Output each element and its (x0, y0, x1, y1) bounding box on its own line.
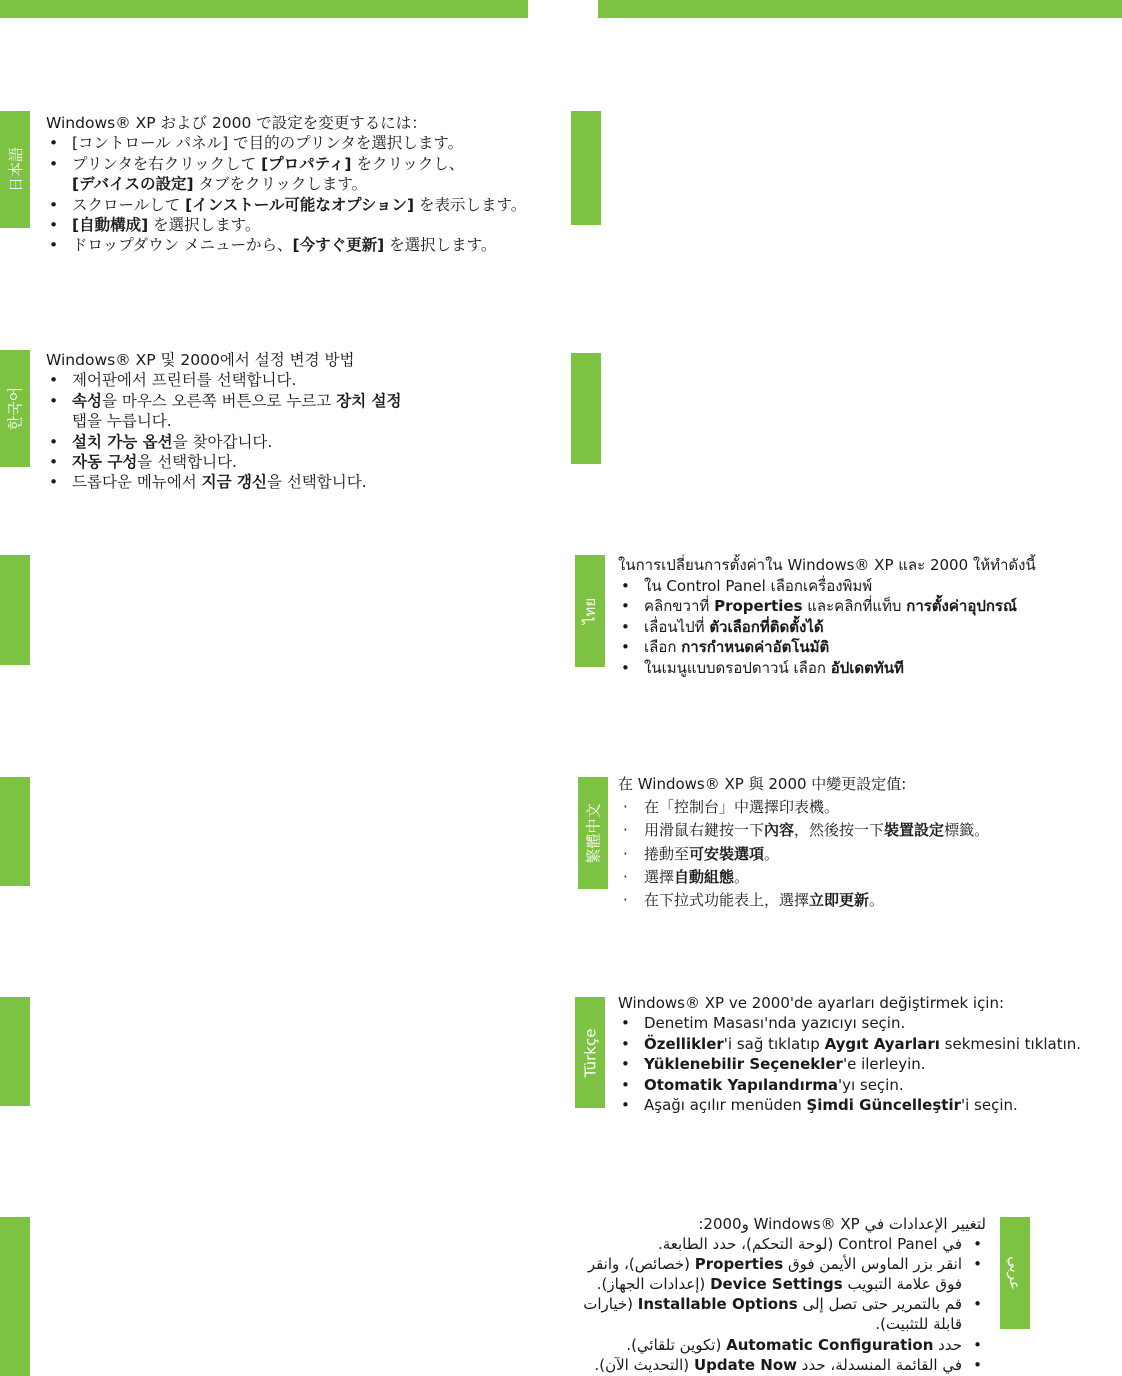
section-turkish (618, 993, 1108, 1115)
top-bar-left (0, 0, 528, 18)
step-item: • Denetim Masası'nda yazıcıyı seçin. (618, 1013, 1108, 1033)
step-item: • ในเมนูแบบดรอปดาวน์ เลือก อัปเดตทันที (618, 658, 1098, 679)
tab-empty-left-4 (0, 1217, 30, 1376)
step-item: • 속성을 마우스 오른쪽 버튼으로 누르고 장치 설정 탭을 누릅니다. (46, 391, 486, 432)
step-item: • คลิกขวาที่ Properties และคลิกที่แท็บ การตั้งค่าอุปกรณ์ (618, 596, 1098, 617)
step-item: • プリンタを右クリックして [プロパティ] をクリックし、 [デバイスの設定] タブをクリックします。 (46, 154, 536, 195)
section-intro: Windows® XP 및 2000에서 설정 변경 방법 (46, 351, 355, 369)
step-item: • Otomatik Yapılandırma'yı seçin. (618, 1075, 1108, 1095)
step-item: • في Control Panel (لوحة التحكم)، حدد الطابعة. (560, 1234, 986, 1254)
step-list (618, 576, 1098, 679)
step-item: • ドロップダウン メニューから、[今すぐ更新] を選択します。 (46, 235, 536, 255)
step-list (46, 133, 536, 255)
tab-arabic (1000, 1217, 1030, 1329)
step-item: • ใน Control Panel เลือกเครื่องพิมพ์ (618, 576, 1098, 597)
tab-japanese-label: 日本語 (6, 146, 25, 193)
step-item: • [自動構成] を選択します。 (46, 215, 536, 235)
top-bar-right (598, 0, 1122, 18)
tab-japanese (0, 111, 30, 228)
step-item: • Yüklenebilir Seçenekler'e ilerleyin. (618, 1054, 1108, 1074)
step-item: • เลือก การกำหนดค่าอัตโนมัติ (618, 637, 1098, 658)
step-item: • انقر بزر الماوس الأيمن فوق Properties (خصائص)، وانقر فوق علامة التبويب Device Settings (إعدادات الجهاز). (560, 1254, 986, 1294)
step-item: • スクロールして [インストール可能なオプション] を表示します。 (46, 195, 536, 215)
step-item: • 드롭다운 메뉴에서 지금 갱신을 선택합니다. (46, 472, 486, 492)
tab-traditional-chinese-label: 繁體中文 (584, 802, 603, 864)
step-item: · 用滑鼠右鍵按一下內容，然後按一下裝置設定標籤。 (618, 819, 1098, 842)
section-japanese (46, 113, 536, 256)
step-item: · 捲動至可安裝選項。 (618, 843, 1098, 866)
step-item: • Özellikler'i sağ tıklatıp Aygıt Ayarları sekmesini tıklatın. (618, 1034, 1108, 1054)
step-list (618, 796, 1098, 912)
section-thai (618, 555, 1098, 679)
tab-empty-left-3 (0, 997, 30, 1106)
step-item: • في القائمة المنسدلة، حدد Update Now (التحديث الآن). (560, 1355, 986, 1375)
tab-arabic-label: عربي (1006, 1256, 1024, 1290)
section-korean (46, 350, 486, 493)
section-intro: Windows® XP ve 2000'de ayarları değiştirmek için: (618, 994, 1005, 1012)
tab-turkish (575, 997, 605, 1108)
step-item: • เลื่อนไปที่ ตัวเลือกที่ติดตั้งได้ (618, 617, 1098, 638)
tab-empty-left-2 (0, 777, 30, 886)
step-item: • [コントロール パネル] で目的のプリンタを選択します。 (46, 133, 536, 153)
step-item: • 제어판에서 프린터를 선택합니다. (46, 370, 486, 390)
step-item: · 在下拉式功能表上，選擇立即更新。 (618, 889, 1098, 912)
tab-empty-left-1 (0, 555, 30, 665)
tab-thai (575, 555, 605, 667)
step-item: • قم بالتمرير حتى تصل إلى Installable Options (خيارات قابلة للتثبيت). (560, 1294, 986, 1334)
section-intro: Windows® XP および 2000 で設定を変更するには： (46, 114, 427, 132)
tab-thai-label: ไทย (580, 597, 599, 625)
tab-korean-label: 한국어 (6, 386, 25, 431)
tab-empty-right-1 (571, 111, 601, 225)
step-item: • حدد Automatic Configuration (تكوين تلقائي). (560, 1335, 986, 1355)
section-traditional-chinese (618, 773, 1098, 912)
section-arabic (560, 1214, 986, 1375)
step-item: • 설치 가능 옵션을 찾아갑니다. (46, 432, 486, 452)
tab-turkish-label: Türkçe (581, 1028, 600, 1077)
section-intro: ในการเปลี่ยนการตั้งค่าใน Windows® XP และ 2000 ให้ทำดังนี้ (618, 556, 1036, 574)
step-item: · 在「控制台」中選擇印表機。 (618, 796, 1098, 819)
section-intro: لتغيير الإعدادات في Windows® XP و2000: (698, 1215, 986, 1233)
step-list (560, 1234, 986, 1375)
step-item: • Aşağı açılır menüden Şimdi Güncelleştir'i seçin. (618, 1095, 1108, 1115)
step-item: · 選擇自動組態。 (618, 866, 1098, 889)
tab-empty-right-2 (571, 353, 601, 464)
step-item: • 자동 구성을 선택합니다. (46, 452, 486, 472)
step-list (618, 1013, 1108, 1115)
section-intro: 在 Windows® XP 與 2000 中變更設定值: (618, 775, 907, 793)
tab-traditional-chinese (578, 777, 608, 889)
tab-korean (0, 350, 30, 467)
step-list (46, 370, 486, 492)
